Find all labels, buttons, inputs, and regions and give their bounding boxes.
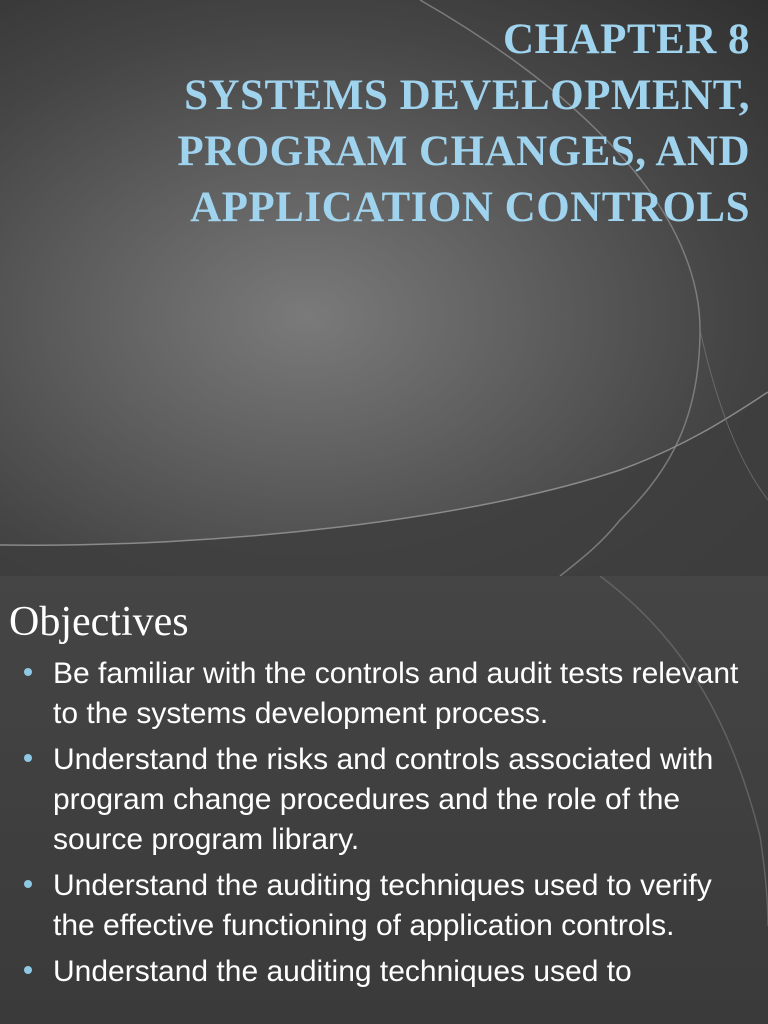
title-line-chapter: CHAPTER 8	[503, 16, 750, 63]
bullet-icon	[24, 966, 32, 974]
list-item-text: Understand the auditing techniques used to verify the effective functioning of application controls.	[53, 869, 712, 942]
slide-title	[50, 12, 750, 236]
bullet-icon	[24, 880, 32, 888]
title-line-1: SYSTEMS DEVELOPMENT,	[184, 72, 750, 119]
title-line-3: APPLICATION CONTROLS	[190, 184, 750, 231]
list-item-text: Be familiar with the controls and audit tests relevant to the systems development process.	[53, 657, 739, 730]
objectives-slide	[0, 576, 768, 1024]
list-item	[0, 866, 760, 946]
objectives-list	[0, 654, 760, 998]
title-line-2: PROGRAM CHANGES, AND	[177, 128, 750, 175]
list-item	[0, 740, 760, 860]
list-item	[0, 654, 760, 734]
list-item	[0, 952, 760, 992]
objectives-heading: Objectives	[9, 599, 189, 645]
list-item-text: Understand the auditing techniques used to	[53, 955, 632, 988]
list-item-text: Understand the risks and controls associated with program change procedures and the role of the source program library.	[53, 743, 714, 856]
bullet-icon	[24, 668, 32, 676]
bullet-icon	[24, 754, 32, 762]
